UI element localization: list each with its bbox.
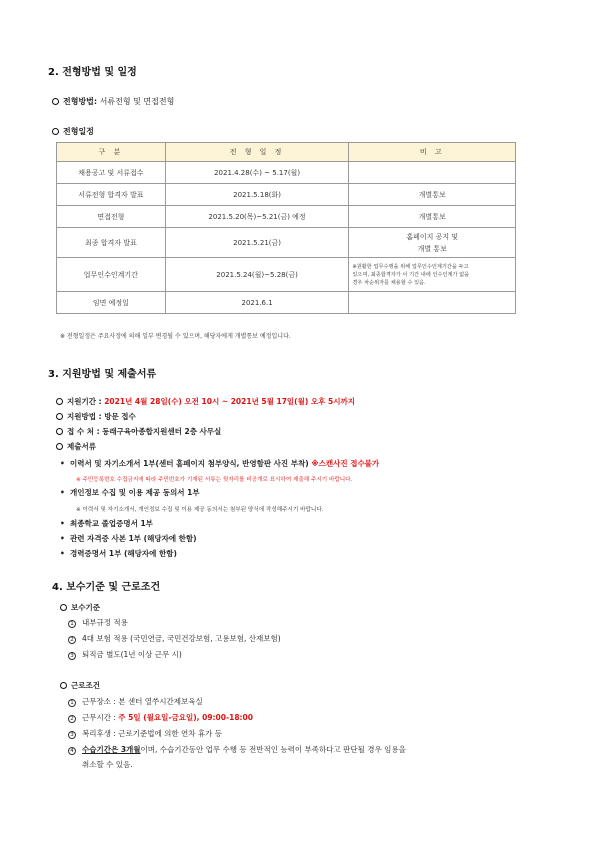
docs-label-line	[56, 441, 96, 452]
bullet-dot-icon: •	[60, 459, 65, 468]
pay-item-2	[68, 633, 281, 644]
work-item-text: 이며, 수습기간동안 업무 수행 등 전반적인 능력이 부족하다고 판단될 경우 임용을	[140, 745, 406, 754]
docs-label: 제출서류	[67, 442, 96, 451]
schedule-table	[56, 142, 516, 314]
circle-bullet-icon	[56, 413, 63, 420]
table-row	[57, 206, 516, 228]
row-remark	[349, 258, 516, 292]
work-item-4	[68, 744, 406, 755]
number-2-icon: 2	[68, 715, 76, 723]
table-row	[57, 258, 516, 292]
apply-method: 지원방법 : 방문 접수	[67, 412, 136, 421]
doc-1-note: ※ 주민등록번호 수집금지에 따라 주민번호가 기재된 서류는 뒷자리를 비공개로 표시하여 제출해 주시기 바랍니다.	[76, 477, 353, 483]
schedule-label-line	[52, 126, 94, 137]
doc-item-2	[60, 487, 200, 498]
remark-line: 경우 차순위자를 채용할 수 있음.	[352, 279, 426, 286]
section-4-title: 4. 보수기준 및 근로조건	[52, 582, 161, 593]
table-row	[57, 228, 516, 258]
section-2-title: 2. 전형방법 및 일정	[48, 67, 137, 78]
doc-1-warning: ※스캔사진 접수불가	[311, 459, 380, 468]
apply-place: 접 수 처 : 동래구육아종합지원센터 2층 사무실	[67, 427, 222, 436]
remark-line: ※원활한 업무수행을 위해 업무인수인계기간을 두고	[352, 263, 469, 270]
row-remark: 개별통보	[349, 206, 516, 228]
period-value: 2021년 4월 28일(수) 오전 10시 ~ 2021년 5월 17일(월) 오후 5시까지	[104, 397, 355, 406]
table-row	[57, 162, 516, 184]
number-4-icon: 4	[68, 747, 76, 755]
row-remark	[349, 162, 516, 184]
pay-item-1	[68, 617, 128, 628]
row-date: 2021.4.28(수) ~ 5.17(월)	[165, 162, 349, 184]
table-header-row	[57, 143, 516, 162]
work-hours: 주 5일 (월요일-금요일), 09:00-18:00	[118, 713, 253, 722]
row-date: 2021.5.24(월)~5.28(금)	[165, 258, 349, 292]
bullet-dot-icon: •	[60, 534, 65, 543]
header-remark: 비 고	[349, 143, 516, 162]
pay-item-text: 퇴직금 별도(1년 이상 근무 시)	[82, 650, 182, 659]
period-line	[56, 396, 355, 407]
bullet-dot-icon: •	[60, 488, 65, 497]
doc-3-text: 최종학교 졸업증명서 1부	[70, 519, 153, 528]
section-3-title: 3. 지원방법 및 제출서류	[48, 369, 157, 380]
table-row	[57, 184, 516, 206]
circle-bullet-icon	[56, 398, 63, 405]
doc-item-3	[60, 518, 153, 529]
remark-line: 있으며, 최종합격자가 이 기간 내에 인수인계가 없을	[352, 271, 470, 278]
row-category: 채용공고 및 서류접수	[57, 162, 166, 184]
method-label: 전형방법:	[63, 97, 98, 106]
work-item-3	[68, 728, 222, 739]
number-1-icon: 1	[68, 699, 76, 707]
number-2-icon: 2	[68, 636, 76, 644]
work-label: 근로조건	[71, 681, 100, 690]
work-item-text: 근무장소 : 본 센터 열쑤시간제보육실	[82, 697, 203, 706]
doc-item-5	[60, 548, 177, 559]
number-1-icon: 1	[68, 620, 76, 628]
schedule-label: 전형일정	[63, 127, 94, 136]
header-schedule: 전 형 일 정	[165, 143, 349, 162]
row-category: 서류전형 합격자 발표	[57, 184, 166, 206]
circle-bullet-icon	[52, 128, 59, 135]
circle-bullet-icon	[60, 604, 67, 611]
pay-item-text: 내부규정 적용	[82, 618, 128, 627]
circle-bullet-icon	[60, 682, 67, 689]
doc-4-text: 관련 자격증 사본 1부 (해당자에 한함)	[70, 534, 197, 543]
row-remark	[349, 228, 516, 258]
circle-bullet-icon	[56, 428, 63, 435]
schedule-footnote: ※ 전형일정은 주요사정에 의해 일부 변경될 수 있으며, 해당자에게 개별통보 예정입니다.	[60, 333, 291, 340]
bullet-dot-icon: •	[60, 519, 65, 528]
table-row	[57, 292, 516, 314]
work-item-4-line2: 취소할 수 있음.	[82, 760, 133, 769]
work-item-text: 복리후생 : 근로기준법에 의한 연차 휴가 등	[82, 729, 222, 738]
number-3-icon: 3	[68, 731, 76, 739]
row-remark	[349, 292, 516, 314]
work-item-2	[68, 712, 253, 723]
row-remark: 개별통보	[349, 184, 516, 206]
circle-bullet-icon	[56, 443, 63, 450]
doc-2-note: ※ 이력서 및 자기소개서, 개인정보 수집 및 이용 제공 동의서는 첨부된 양식에 작성해주시기 바랍니다.	[76, 507, 324, 513]
method-value: 서류전형 및 면접전형	[97, 97, 175, 106]
work-item-1	[68, 696, 203, 707]
row-category: 업무인수인계기간	[57, 258, 166, 292]
row-date: 2021.5.18(화)	[165, 184, 349, 206]
period-label: 지원기간 :	[67, 397, 105, 406]
pay-label: 보수기준	[71, 603, 100, 612]
doc-5-text: 경력증명서 1부 (해당자에 한함)	[70, 549, 177, 558]
row-category: 면접전형	[57, 206, 166, 228]
work-label-line	[60, 680, 100, 691]
work-item-text: 근무시간 :	[82, 713, 119, 722]
doc-2-text: 개인정보 수집 및 이용 제공 동의서 1부	[70, 488, 200, 497]
method-line	[52, 96, 174, 107]
doc-item-1	[60, 458, 379, 469]
remark-line: 홈페이지 공지 및	[406, 232, 459, 241]
header-category: 구 분	[57, 143, 166, 162]
pay-label-line	[60, 602, 100, 613]
pay-item-text: 4대 보험 적용 (국민연금, 국민건강보험, 고용보험, 산재보험)	[82, 634, 281, 643]
remark-line: 개별 통보	[417, 244, 447, 253]
row-category: 임면 예정일	[57, 292, 166, 314]
row-category: 최종 합격자 발표	[57, 228, 166, 258]
pay-item-3	[68, 649, 182, 660]
row-date: 2021.6.1	[165, 292, 349, 314]
row-date: 2021.5.21(금)	[165, 228, 349, 258]
apply-place-line	[56, 426, 221, 437]
bullet-dot-icon: •	[60, 549, 65, 558]
row-date: 2021.5.20(목)~5.21(금) 예정	[165, 206, 349, 228]
number-3-icon: 3	[68, 652, 76, 660]
doc-item-4	[60, 533, 197, 544]
doc-1-text: 이력서 및 자기소개서 1부(센터 홈페이지 첨부양식, 반영함판 사진 부착)	[70, 459, 312, 468]
circle-bullet-icon	[52, 98, 59, 105]
apply-method-line	[56, 411, 136, 422]
probation-period: 수습기간은 3개월	[82, 745, 141, 754]
